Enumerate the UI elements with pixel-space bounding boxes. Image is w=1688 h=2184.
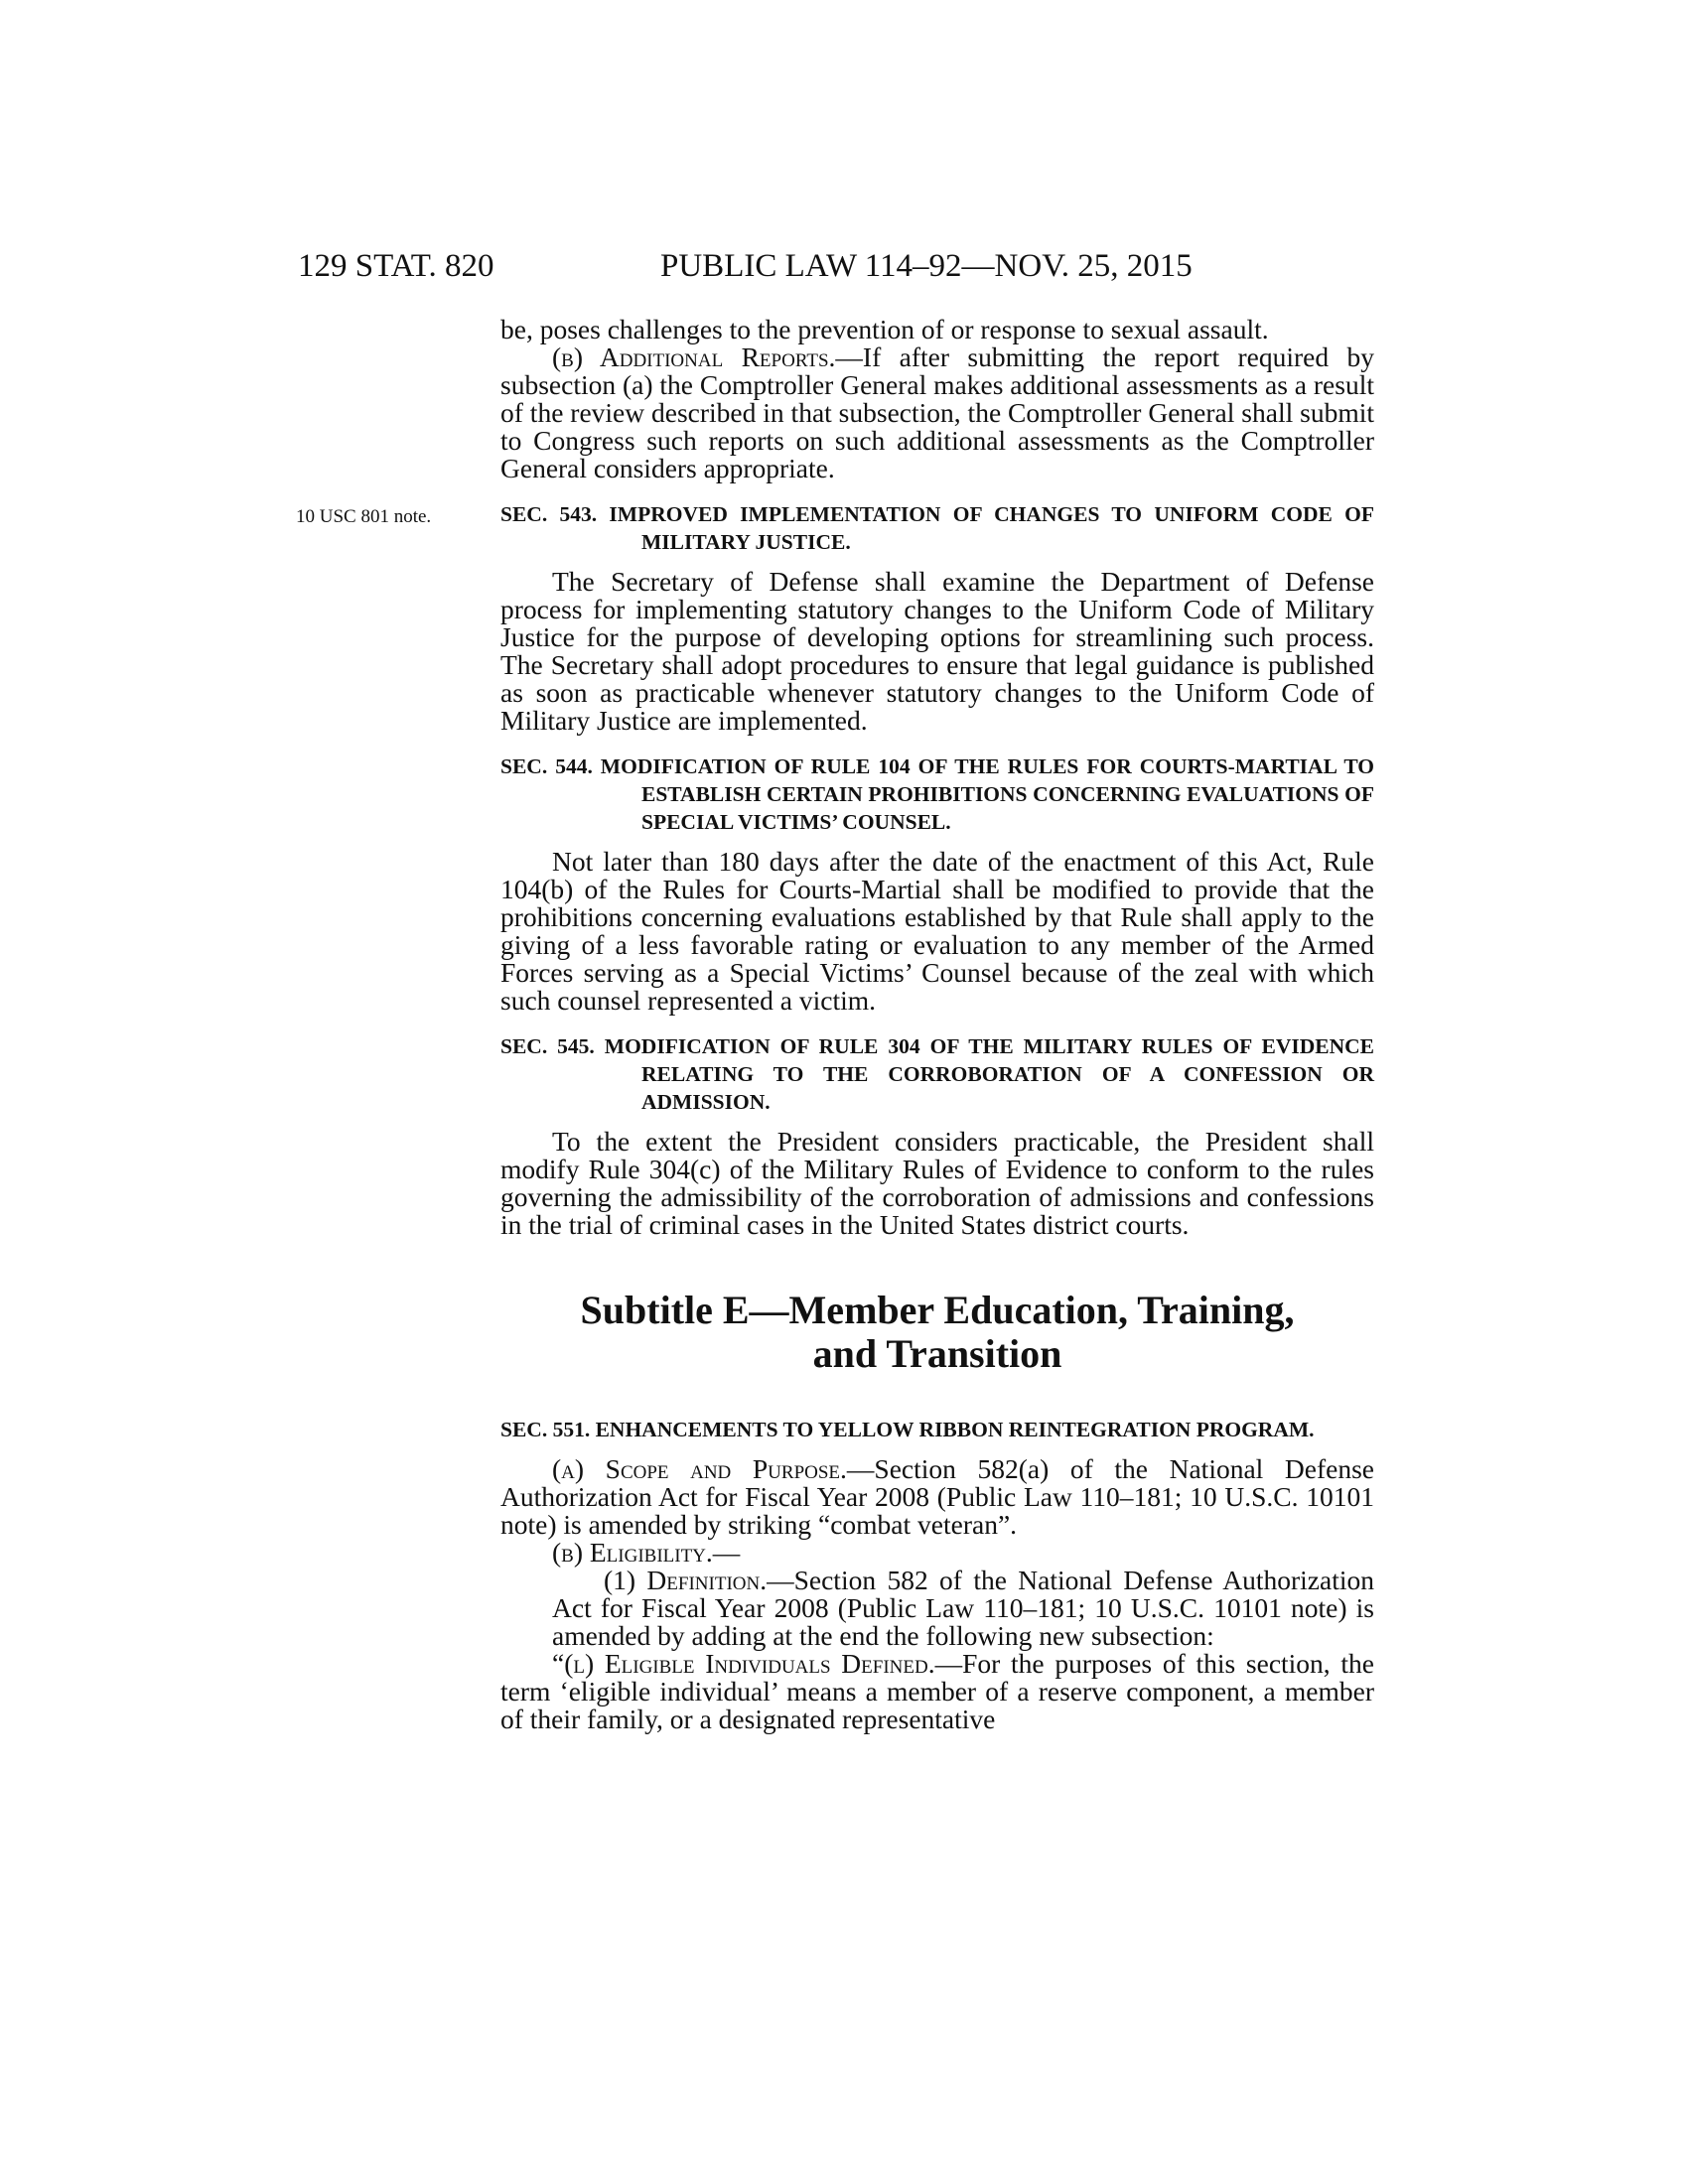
- eligible-individuals-text: —For the purposes of this section, the term ‘eligible individual’ means a member of a reserve component, a member of their family, or a designated representative: [500, 1648, 1375, 1734]
- section-551-a: [500, 1455, 1374, 1539]
- section-545-text: To the extent the President considers practicable, the President shall modify Rule 304(c) of the Military Rules of Evidence to conform to the rules governing the admissibility of the corroboration of admissions and confessions in the trial of criminal cases in the United States district courts.: [500, 1126, 1374, 1240]
- section-545-heading: SEC. 545. MODIFICATION OF RULE 304 OF THE MILITARY RULES OF EVIDENCE RELATING TO THE CORROBORATION OF A CONFESSION OR ADMISSION.: [500, 1034, 1374, 1114]
- section-543-heading: SEC. 543. IMPROVED IMPLEMENTATION OF CHANGES TO UNIFORM CODE OF MILITARY JUSTICE.: [500, 502, 1374, 554]
- definition-text: —Section 582 of the National Defense Authorization Act for Fiscal Year 2008 (Public Law 110–181; 10 U.S.C. 10101 note) is amended by adding at the end the following new subsection:: [552, 1565, 1374, 1651]
- public-law-citation: PUBLIC LAW 114–92—NOV. 25, 2015: [660, 248, 1193, 284]
- subtitle-line-2: and Transition: [812, 1331, 1062, 1376]
- section-545-heading-block: [500, 1032, 1374, 1116]
- scope-purpose-text: —Section 582(a) of the National Defense Authorization Act for Fiscal Year 2008 (Public Law 110–181; 10 U.S.C. 10101 note) is amended by striking “combat veteran”.: [500, 1453, 1374, 1540]
- section-551-l: [500, 1650, 1374, 1733]
- page-header: [0, 248, 1688, 288]
- paragraph-continuation: be, poses challenges to the prevention of or response to sexual assault.: [500, 314, 1269, 344]
- section-544-heading-block: [500, 752, 1374, 836]
- main-text-column: [296, 314, 1375, 1734]
- subtitle-heading: [500, 1289, 1374, 1376]
- subtitle-line-1: Subtitle E—Member Education, Training,: [580, 1288, 1295, 1332]
- section-551-b1: [500, 1567, 1374, 1650]
- section-543-heading-block: [296, 500, 1374, 556]
- stat-page-number: 129 STAT. 820: [298, 248, 494, 284]
- section-551-heading-block: [500, 1416, 1374, 1443]
- section-543-text: The Secretary of Defense shall examine the Department of Defense process for implementing statutory changes to the Uniform Code of Military Justice for the purpose of developing options for streamlining such process. The Secretary shall adopt procedures to ensure that legal guidance is published as soon as practicable whenever statutory changes to the Uniform Code of Military Justice are implemented.: [500, 566, 1374, 736]
- section-551-heading: SEC. 551. ENHANCEMENTS TO YELLOW RIBBON REINTEGRATION PROGRAM.: [500, 1418, 1315, 1441]
- section-544-text: Not later than 180 days after the date of the enactment of this Act, Rule 104(b) of the Rules for Courts-Martial shall be modified to provide that the prohibitions concerning evaluations established by that Rule shall apply to the giving of a less favorable rating or evaluation to any member of the Armed Forces serving as a Special Victims’ Counsel because of the zeal with which such counsel represented a victim.: [500, 846, 1374, 1016]
- margin-note-usc: 10 USC 801 note.: [296, 506, 432, 527]
- section-544-heading: SEC. 544. MODIFICATION OF RULE 104 OF THE RULES FOR COURTS-MARTIAL TO ESTABLISH CERTAIN PROHIBITIONS CONCERNING EVALUATIONS OF SPECIAL VICTIMS’ COUNSEL.: [500, 754, 1374, 834]
- additional-reports-text: —If after submitting the report required by subsection (a) the Comptroller General makes additional assessments as a result of the review described in that subsection, the Comptroller General shall submit to Congress such reports on such additional assessments as the Comptroller General considers appropriate.: [500, 341, 1375, 483]
- scope-purpose-label: (a) Scope and Purpose.: [552, 1453, 847, 1484]
- paragraph-additional-reports: [500, 343, 1374, 482]
- definition-label: (1) Definition.: [604, 1565, 768, 1595]
- additional-reports-label: (b) Additional Reports.: [552, 341, 836, 372]
- section-551-b: [500, 1539, 1374, 1567]
- eligible-individuals-label: “(l) Eligible Individuals Defined.: [552, 1648, 935, 1679]
- eligibility-text: —: [712, 1537, 741, 1568]
- eligibility-label: (b) Eligibility.: [552, 1537, 713, 1568]
